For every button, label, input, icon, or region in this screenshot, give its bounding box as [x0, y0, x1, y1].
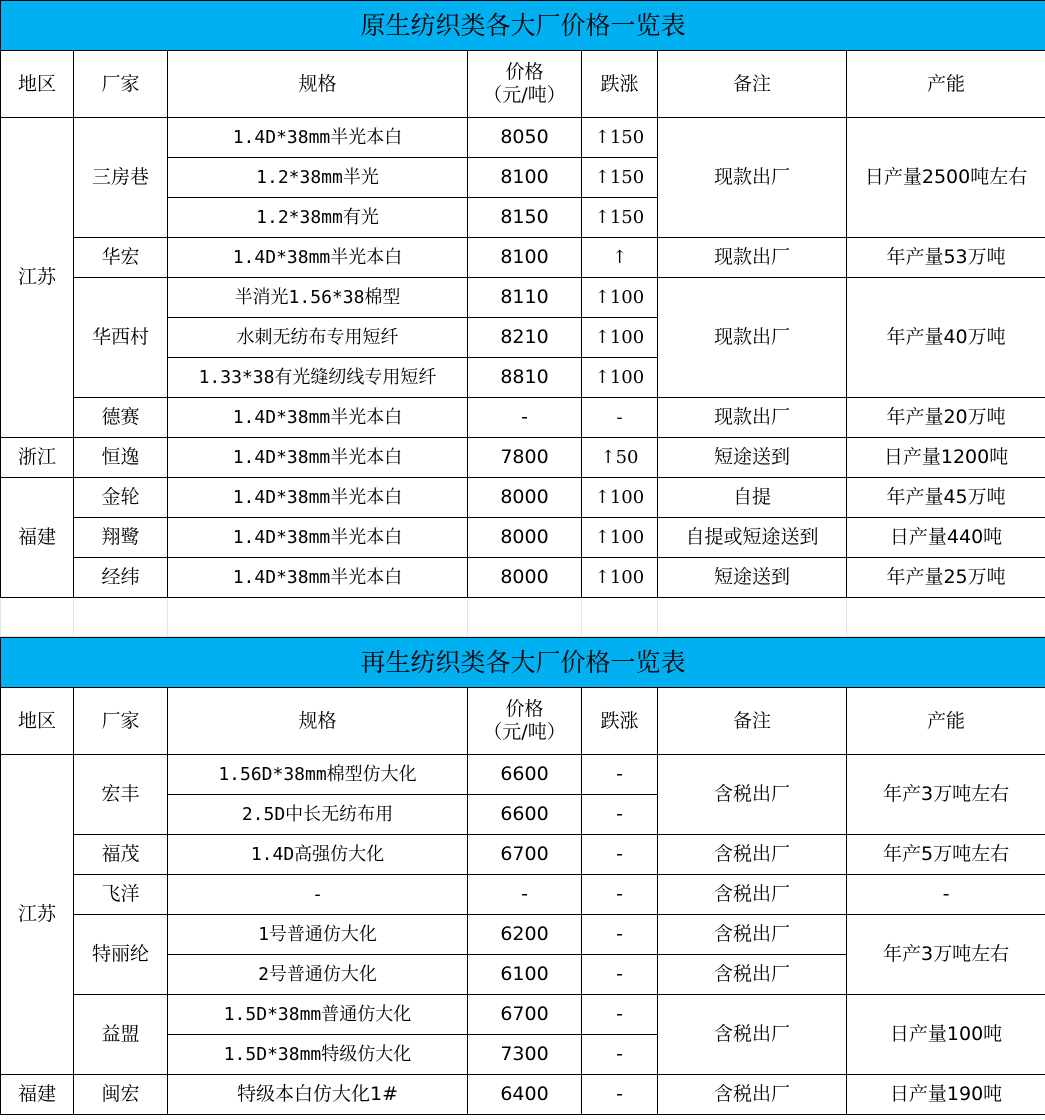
cell-spec: 1.4D*38mm半光本白: [168, 438, 468, 478]
cell-price: 7800: [468, 438, 582, 478]
cell-price: 8000: [468, 478, 582, 518]
cell-factory: 闽宏: [74, 1075, 168, 1115]
cell-region: 江苏: [1, 118, 74, 438]
cell-price: -: [468, 398, 582, 438]
cell-note: 含税出厂: [658, 915, 847, 955]
cell-price: 8000: [468, 558, 582, 598]
cell-note: 含税出厂: [658, 1075, 847, 1115]
cell-note: 现款出厂: [658, 118, 847, 238]
cell-change: -: [582, 915, 658, 955]
price-table-recycled: [0, 637, 1045, 1115]
table-title: 原生纺织类各大厂价格一览表: [1, 1, 1045, 51]
cell-price: 8110: [468, 278, 582, 318]
cell-factory: 德赛: [74, 398, 168, 438]
cell-factory: 宏丰: [74, 755, 168, 835]
cell-change: ↑150: [582, 118, 658, 158]
cell-change: -: [582, 1075, 658, 1115]
header-factory: 厂家: [74, 688, 168, 755]
header-spec: 规格: [168, 688, 468, 755]
cell-capacity: -: [847, 875, 1045, 915]
cell-spec: 1.5D*38mm特级仿大化: [168, 1035, 468, 1075]
cell-factory: 三房巷: [74, 118, 168, 238]
cell-spec: 1.5D*38mm普通仿大化: [168, 995, 468, 1035]
cell-change: ↑100: [582, 278, 658, 318]
cell-price: 6700: [468, 995, 582, 1035]
cell-factory: 特丽纶: [74, 915, 168, 995]
cell-change: ↑100: [582, 318, 658, 358]
cell-note: 含税出厂: [658, 995, 847, 1075]
cell-price: 6700: [468, 835, 582, 875]
header-note: 备注: [658, 51, 847, 118]
cell-note: 现款出厂: [658, 398, 847, 438]
cell-change: -: [582, 995, 658, 1035]
cell-spec: 特级本白仿大化1#: [168, 1075, 468, 1115]
table-title: 再生纺织类各大厂价格一览表: [1, 638, 1045, 688]
cell-capacity: 年产量45万吨: [847, 478, 1045, 518]
cell-note: 自提: [658, 478, 847, 518]
cell-factory: 恒逸: [74, 438, 168, 478]
cell-capacity: 日产量190吨: [847, 1075, 1045, 1115]
cell-note: 现款出厂: [658, 238, 847, 278]
cell-capacity: 年产量25万吨: [847, 558, 1045, 598]
cell-price: 8100: [468, 238, 582, 278]
cell-note: 短途送到: [658, 438, 847, 478]
cell-change: ↑100: [582, 358, 658, 398]
cell-spec: 1.4D*38mm半光本白: [168, 558, 468, 598]
cell-price: 6100: [468, 955, 582, 995]
cell-region: 江苏: [1, 755, 74, 1075]
cell-note: 自提或短途送到: [658, 518, 847, 558]
cell-change: -: [582, 875, 658, 915]
cell-spec: 1.4D*38mm半光本白: [168, 238, 468, 278]
cell-price: 6200: [468, 915, 582, 955]
cell-change: ↑150: [582, 158, 658, 198]
cell-capacity: 年产量53万吨: [847, 238, 1045, 278]
cell-change: ↑100: [582, 478, 658, 518]
cell-region: 福建: [1, 478, 74, 598]
cell-note: 现款出厂: [658, 278, 847, 398]
cell-capacity: 年产3万吨左右: [847, 915, 1045, 995]
cell-spec: 2.5D中长无纺布用: [168, 795, 468, 835]
cell-spec: 1号普通仿大化: [168, 915, 468, 955]
cell-change: ↑150: [582, 198, 658, 238]
cell-factory: 华宏: [74, 238, 168, 278]
header-price: 价格 （元/吨）: [468, 688, 582, 755]
cell-change: -: [582, 955, 658, 995]
cell-note: 含税出厂: [658, 835, 847, 875]
cell-change: ↑50: [582, 438, 658, 478]
cell-capacity: 年产量40万吨: [847, 278, 1045, 398]
cell-capacity: 年产5万吨左右: [847, 835, 1045, 875]
cell-price: 8050: [468, 118, 582, 158]
cell-price: 8100: [468, 158, 582, 198]
header-region: 地区: [1, 688, 74, 755]
cell-spec: 2号普通仿大化: [168, 955, 468, 995]
cell-region: 福建: [1, 1075, 74, 1115]
cell-capacity: 日产量2500吨左右: [847, 118, 1045, 238]
cell-price: 8210: [468, 318, 582, 358]
header-factory: 厂家: [74, 51, 168, 118]
cell-price: -: [468, 875, 582, 915]
cell-spec: 1.4D*38mm半光本白: [168, 398, 468, 438]
cell-price: 6600: [468, 795, 582, 835]
cell-change: -: [582, 795, 658, 835]
cell-change: ↑100: [582, 518, 658, 558]
cell-capacity: 日产量1200吨: [847, 438, 1045, 478]
cell-spec: 1.4D*38mm半光本白: [168, 518, 468, 558]
cell-capacity: 日产量440吨: [847, 518, 1045, 558]
cell-spec: 水刺无纺布专用短纤: [168, 318, 468, 358]
cell-factory: 福茂: [74, 835, 168, 875]
header-spec: 规格: [168, 51, 468, 118]
cell-factory: 翔鹭: [74, 518, 168, 558]
header-region: 地区: [1, 51, 74, 118]
spacer-row: [1, 598, 1045, 637]
cell-change: -: [582, 1035, 658, 1075]
cell-region: 浙江: [1, 438, 74, 478]
cell-capacity: 年产量20万吨: [847, 398, 1045, 438]
cell-spec: 1.4D高强仿大化: [168, 835, 468, 875]
cell-spec: 1.33*38有光缝纫线专用短纤: [168, 358, 468, 398]
cell-note: 含税出厂: [658, 955, 847, 995]
cell-price: 8000: [468, 518, 582, 558]
cell-factory: 飞洋: [74, 875, 168, 915]
cell-note: 短途送到: [658, 558, 847, 598]
cell-capacity: 日产量100吨: [847, 995, 1045, 1075]
cell-note: 含税出厂: [658, 755, 847, 835]
cell-change: -: [582, 398, 658, 438]
cell-spec: 1.4D*38mm半光本白: [168, 478, 468, 518]
cell-spec: 1.2*38mm有光: [168, 198, 468, 238]
cell-change: -: [582, 835, 658, 875]
cell-factory: 经纬: [74, 558, 168, 598]
cell-price: 8150: [468, 198, 582, 238]
cell-spec: 1.56D*38mm棉型仿大化: [168, 755, 468, 795]
header-change: 跌涨: [582, 51, 658, 118]
header-price: 价格 （元/吨）: [468, 51, 582, 118]
header-note: 备注: [658, 688, 847, 755]
cell-price: 7300: [468, 1035, 582, 1075]
cell-note: 含税出厂: [658, 875, 847, 915]
header-capacity: 产能: [847, 51, 1045, 118]
cell-spec: 1.2*38mm半光: [168, 158, 468, 198]
cell-price: 6400: [468, 1075, 582, 1115]
cell-factory: 益盟: [74, 995, 168, 1075]
cell-change: ↑: [582, 238, 658, 278]
cell-price: 8810: [468, 358, 582, 398]
header-change: 跌涨: [582, 688, 658, 755]
cell-spec: 1.4D*38mm半光本白: [168, 118, 468, 158]
cell-spec: -: [168, 875, 468, 915]
cell-change: -: [582, 755, 658, 795]
cell-factory: 金轮: [74, 478, 168, 518]
cell-spec: 半消光1.56*38棉型: [168, 278, 468, 318]
cell-price: 6600: [468, 755, 582, 795]
cell-change: ↑100: [582, 558, 658, 598]
header-capacity: 产能: [847, 688, 1045, 755]
cell-factory: 华西村: [74, 278, 168, 398]
cell-capacity: 年产3万吨左右: [847, 755, 1045, 835]
